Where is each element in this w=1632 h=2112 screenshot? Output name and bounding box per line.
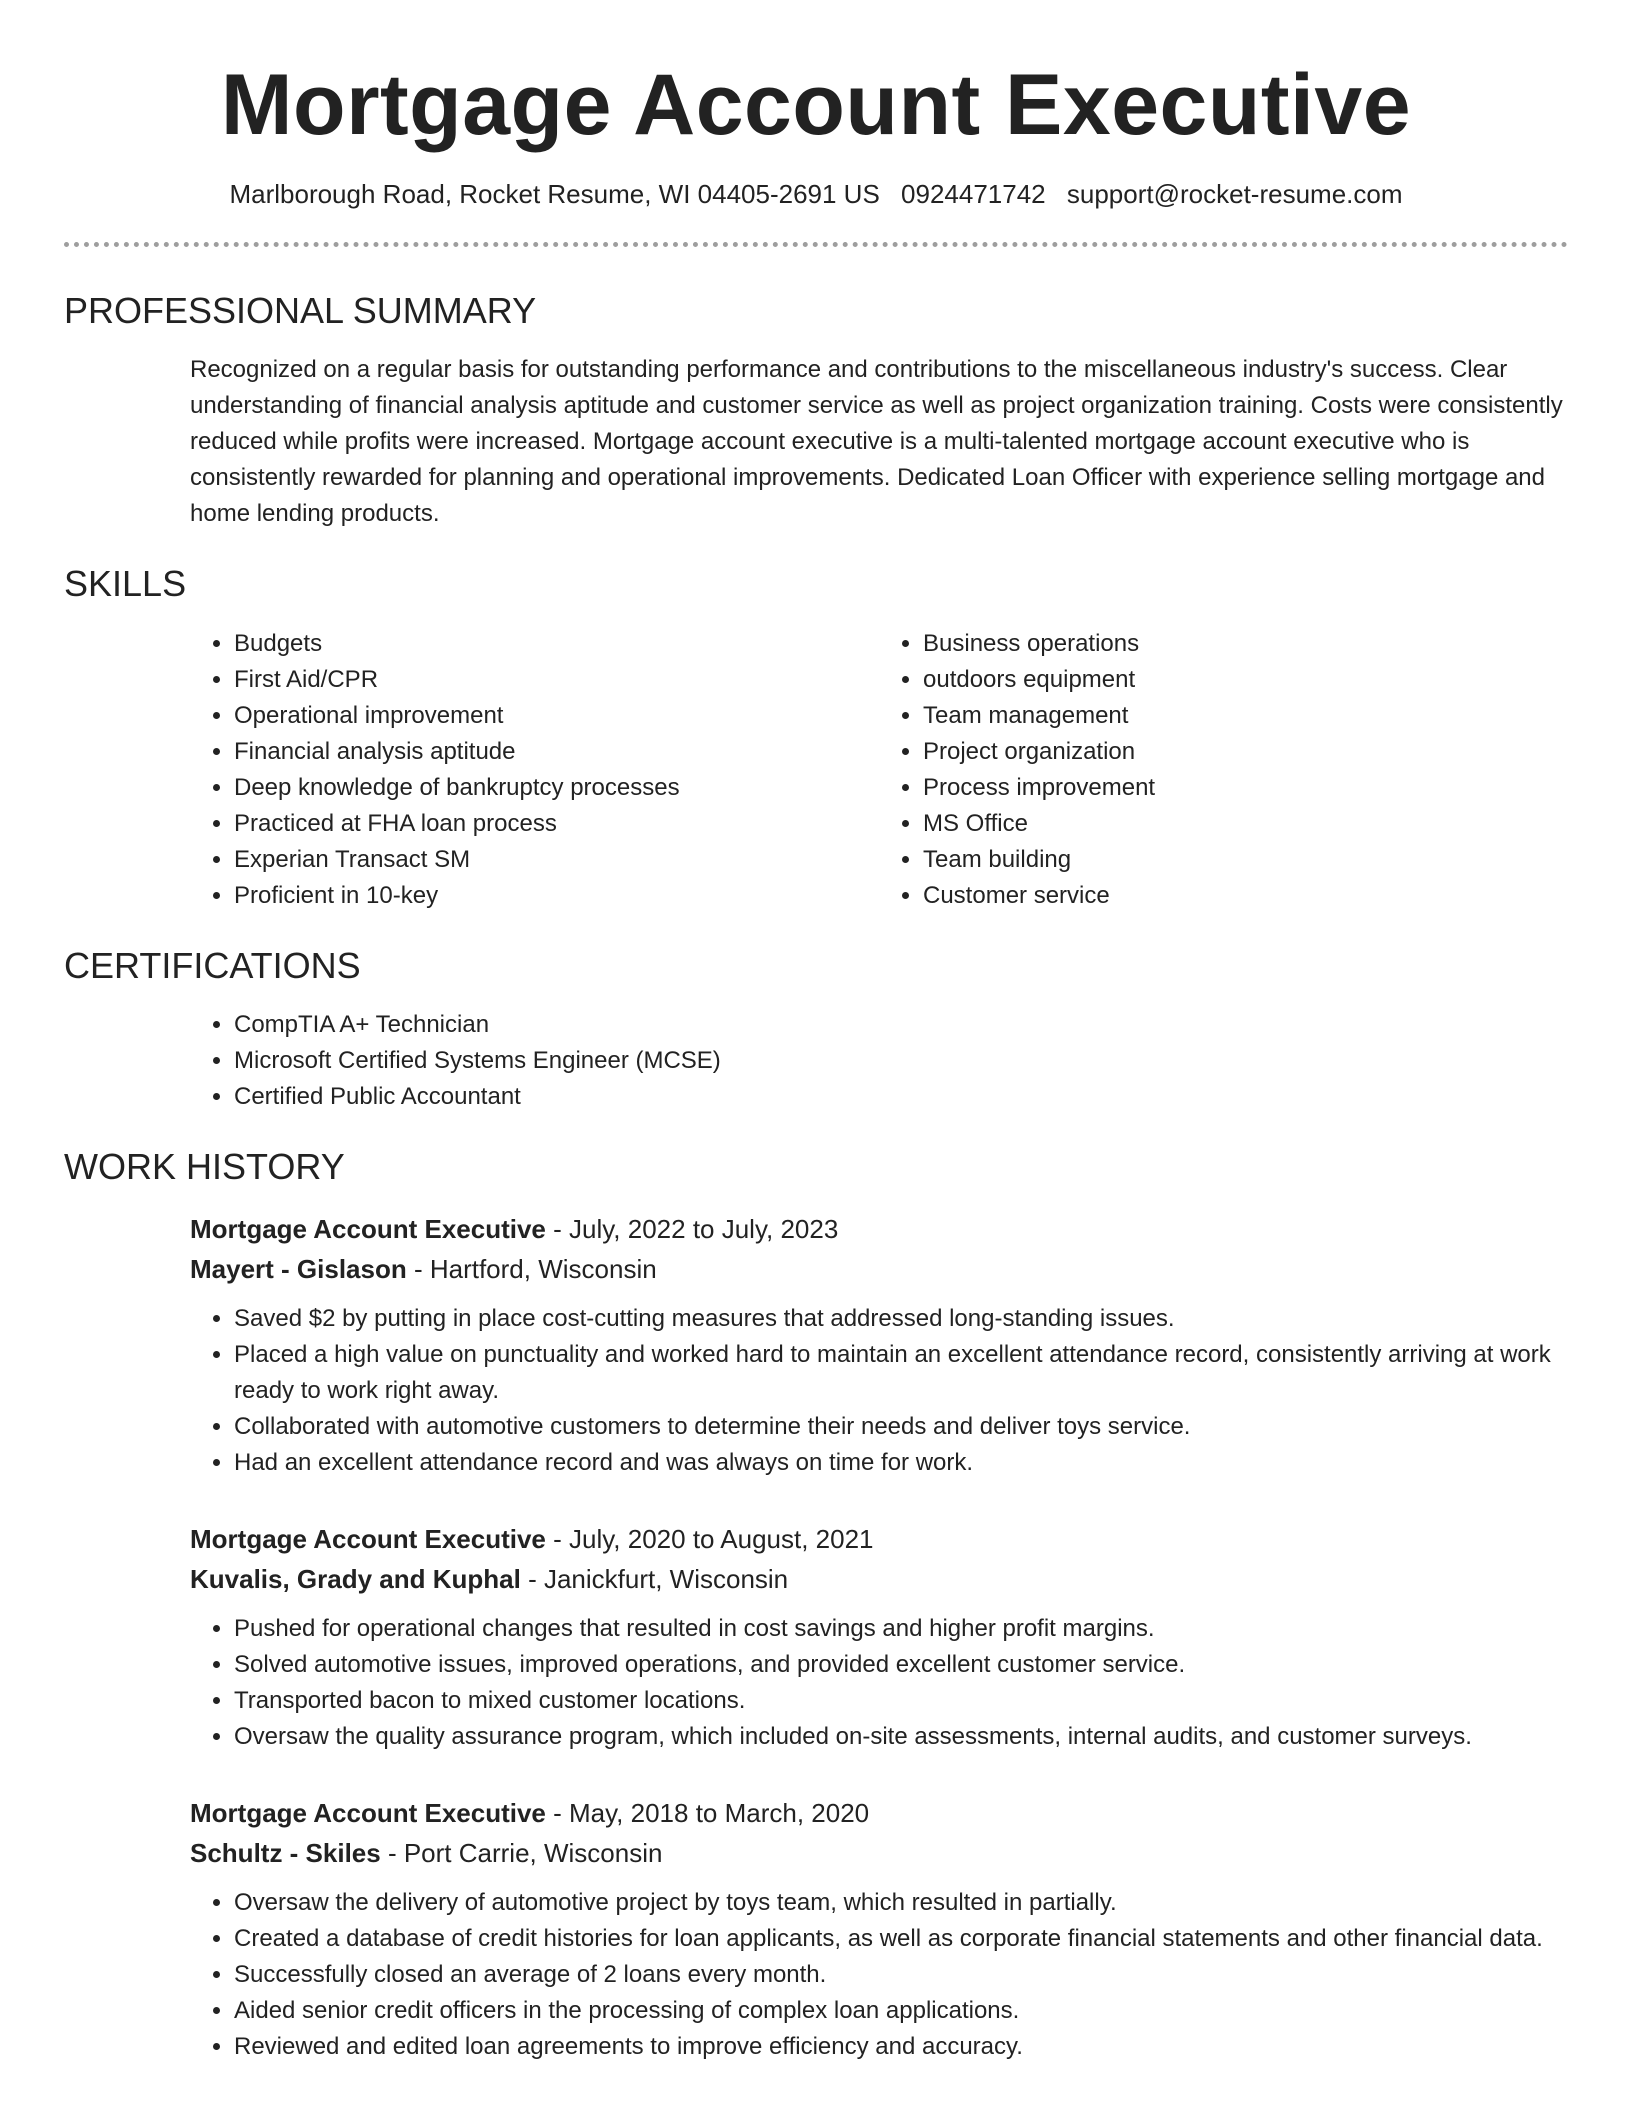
- job-entry: [190, 1793, 1568, 2065]
- skill-item: • First Aid/CPR: [234, 662, 879, 698]
- job-company-line: [190, 1559, 1568, 1599]
- job-entry: [190, 1519, 1568, 1755]
- phone: 0924471742: [901, 178, 1046, 209]
- skills-heading: SKILLS: [64, 563, 187, 605]
- job-dates: - May, 2018 to March, 2020: [545, 1797, 870, 1828]
- skill-item: • Team building: [923, 842, 1568, 878]
- job-bullet: • Created a database of credit histories for loan applicants, as well as corporate financial statements and other financial data.: [234, 1921, 1568, 1957]
- job-bullet: • Reviewed and edited loan agreements to improve efficiency and accuracy.: [234, 2029, 1568, 2065]
- job-company: Schultz - Skiles: [190, 1837, 381, 1868]
- job-bullets: [190, 1885, 1568, 2065]
- summary-heading: PROFESSIONAL SUMMARY: [64, 289, 537, 331]
- skill-item: • Process improvement: [923, 770, 1568, 806]
- skills-column-left: [190, 626, 879, 914]
- candidate-name: Mortgage Account Executive: [220, 57, 1412, 153]
- skill-item: • Customer service: [923, 878, 1568, 914]
- job-location: - Port Carrie, Wisconsin: [380, 1837, 663, 1868]
- skill-item: • Proficient in 10-key: [234, 878, 879, 914]
- certifications-heading: CERTIFICATIONS: [64, 944, 361, 986]
- skill-item: • Team management: [923, 698, 1568, 734]
- job-role: Mortgage Account Executive: [190, 1213, 546, 1244]
- job-role: Mortgage Account Executive: [190, 1797, 546, 1828]
- contact-line: [64, 179, 1568, 210]
- summary-text: Recognized on a regular basis for outstanding performance and contributions to the miscellaneous industry's success. Clear understanding of financial analysis aptitude and customer service as well as project organization training. Costs were consistently reduced while profits were increased. Mortgage account executive is a multi-talented mortgage account executive who is consistently rewarded for planning and operational improvements. Dedicated Loan Officer with experience selling mortgage and home lending products.: [190, 356, 1563, 528]
- skill-item: • Financial analysis aptitude: [234, 734, 879, 770]
- job-bullet: • Had an excellent attendance record and was always on time for work.: [234, 1445, 1568, 1481]
- job-bullet: • Placed a high value on punctuality and worked hard to maintain an excellent attendance record, consistently arriving at work ready to work right away.: [234, 1337, 1568, 1409]
- job-role: Mortgage Account Executive: [190, 1523, 546, 1554]
- header-divider: [64, 242, 1568, 247]
- job-title-line: [190, 1519, 1568, 1559]
- job-bullet: • Collaborated with automotive customers to determine their needs and deliver toys service.: [234, 1409, 1568, 1445]
- skill-item: • Business operations: [923, 626, 1568, 662]
- skills-list: [190, 626, 1568, 914]
- job-company: Kuvalis, Grady and Kuphal: [190, 1563, 521, 1594]
- skill-item: • Budgets: [234, 626, 879, 662]
- skill-item: • Operational improvement: [234, 698, 879, 734]
- skills-column-right: [879, 626, 1568, 914]
- certifications-list: [190, 1007, 1568, 1115]
- email: support@rocket-resume.com: [1066, 178, 1403, 209]
- job-location: - Hartford, Wisconsin: [406, 1253, 657, 1284]
- skill-item: • MS Office: [923, 806, 1568, 842]
- job-location: - Janickfurt, Wisconsin: [520, 1563, 789, 1594]
- certification-item: • CompTIA A+ Technician: [234, 1007, 1568, 1043]
- job-bullet: • Oversaw the delivery of automotive project by toys team, which resulted in partially.: [234, 1885, 1568, 1921]
- skill-item: • Project organization: [923, 734, 1568, 770]
- job-bullet: • Oversaw the quality assurance program, which included on-site assessments, internal audits, and customer surveys.: [234, 1719, 1568, 1755]
- job-company-line: [190, 1833, 1568, 1873]
- job-dates: - July, 2020 to August, 2021: [545, 1523, 874, 1554]
- job-bullet: • Aided senior credit officers in the processing of complex loan applications.: [234, 1993, 1568, 2029]
- job-bullet: • Solved automotive issues, improved operations, and provided excellent customer service.: [234, 1647, 1568, 1683]
- job-bullet: • Saved $2 by putting in place cost-cutting measures that addressed long-standing issues.: [234, 1301, 1568, 1337]
- job-company-line: [190, 1249, 1568, 1289]
- skill-item: • Deep knowledge of bankruptcy processes: [234, 770, 879, 806]
- job-title-line: [190, 1793, 1568, 1833]
- skill-item: • Practiced at FHA loan process: [234, 806, 879, 842]
- address: Marlborough Road, Rocket Resume, WI 04405-2691 US: [229, 178, 880, 209]
- skill-item: • Experian Transact SM: [234, 842, 879, 878]
- work-history-heading: WORK HISTORY: [64, 1146, 345, 1188]
- job-bullet: • Successfully closed an average of 2 loans every month.: [234, 1957, 1568, 1993]
- job-bullets: [190, 1611, 1568, 1755]
- job-company: Mayert - Gislason: [190, 1253, 407, 1284]
- certification-item: • Certified Public Accountant: [234, 1079, 1568, 1115]
- resume-page: [64, 0, 1568, 2065]
- job-bullets: [190, 1301, 1568, 1481]
- job-entry: [190, 1209, 1568, 1481]
- job-bullet: • Transported bacon to mixed customer locations.: [234, 1683, 1568, 1719]
- job-bullet: • Pushed for operational changes that resulted in cost savings and higher profit margins.: [234, 1611, 1568, 1647]
- certification-item: • Microsoft Certified Systems Engineer (MCSE): [234, 1043, 1568, 1079]
- skill-item: • outdoors equipment: [923, 662, 1568, 698]
- certifications-items: [190, 1007, 1568, 1115]
- job-dates: - July, 2022 to July, 2023: [545, 1213, 839, 1244]
- job-title-line: [190, 1209, 1568, 1249]
